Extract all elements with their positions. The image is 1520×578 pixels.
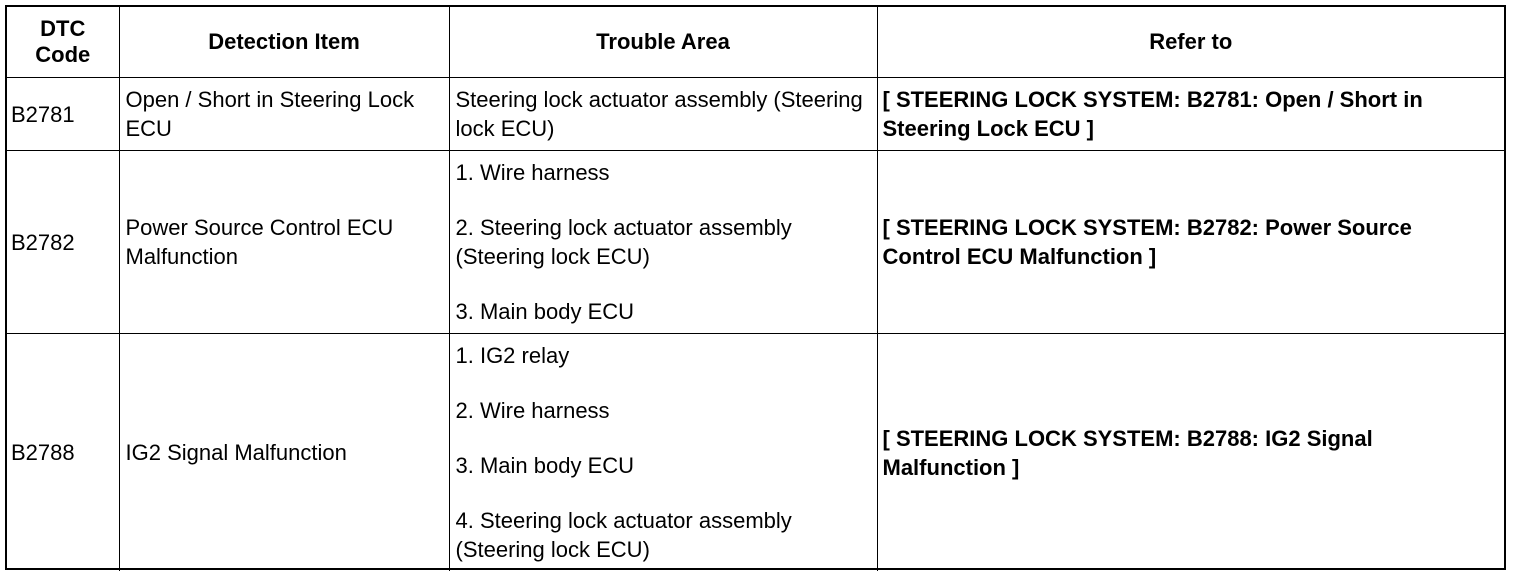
dtc-table-frame (5, 5, 1506, 570)
header-dtc-code-line1: DTC (40, 16, 86, 41)
trouble-area-item: 3. Main body ECU (455, 453, 635, 478)
trouble-area-item: Steering lock actuator assembly (Steering lock ECU) (455, 87, 863, 141)
trouble-area-item: 2. Steering lock actuator assembly (Steering lock ECU) (455, 215, 792, 269)
trouble-area-cell (449, 334, 877, 572)
trouble-area-item: 2. Wire harness (455, 398, 610, 423)
table-row (7, 334, 1504, 572)
trouble-area-item: 4. Steering lock actuator assembly (Steering lock ECU) (455, 508, 792, 562)
trouble-area-cell (449, 151, 877, 334)
trouble-area-item: 1. IG2 relay (455, 343, 570, 368)
header-refer-to: Refer to (877, 7, 1504, 78)
dtc-code-cell: B2788 (7, 334, 119, 572)
detection-item-cell: IG2 Signal Malfunction (119, 334, 449, 572)
refer-to-link[interactable]: [ STEERING LOCK SYSTEM: B2782: Power Source Control ECU Malfunction ] (877, 151, 1504, 334)
header-row (7, 7, 1504, 78)
trouble-area-item: 1. Wire harness (455, 160, 610, 185)
dtc-table (7, 7, 1504, 571)
trouble-area-cell (449, 78, 877, 151)
trouble-area-item: 3. Main body ECU (455, 299, 635, 324)
header-dtc-code-line2: Code (35, 42, 91, 67)
refer-to-link[interactable]: [ STEERING LOCK SYSTEM: B2781: Open / Short in Steering Lock ECU ] (877, 78, 1504, 151)
header-dtc-code (7, 7, 119, 78)
header-detection-item: Detection Item (119, 7, 449, 78)
dtc-code-cell: B2781 (7, 78, 119, 151)
refer-to-link[interactable]: [ STEERING LOCK SYSTEM: B2788: IG2 Signal Malfunction ] (877, 334, 1504, 572)
table-row (7, 151, 1504, 334)
dtc-code-cell: B2782 (7, 151, 119, 334)
header-trouble-area: Trouble Area (449, 7, 877, 78)
detection-item-cell: Power Source Control ECU Malfunction (119, 151, 449, 334)
detection-item-cell: Open / Short in Steering Lock ECU (119, 78, 449, 151)
table-row (7, 78, 1504, 151)
